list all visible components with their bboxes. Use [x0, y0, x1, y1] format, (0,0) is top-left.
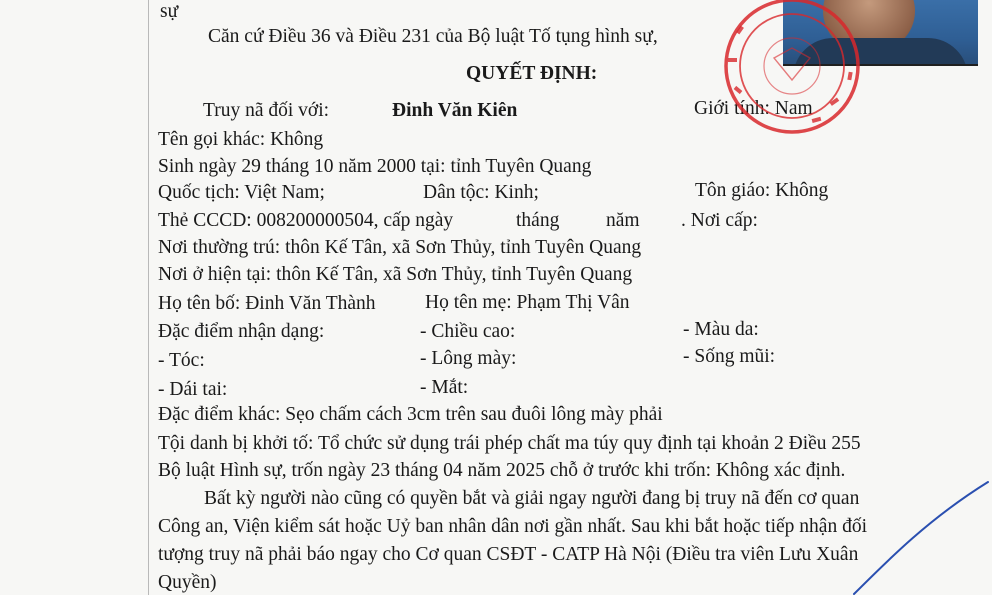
nationality-field: Quốc tịch: Việt Nam; — [158, 182, 325, 203]
id-place-field: . Nơi cấp: — [681, 210, 758, 231]
ethnicity-field: Dân tộc: Kinh; — [423, 182, 539, 203]
father-name-field: Họ tên bố: Đinh Văn Thành — [158, 293, 376, 314]
signature-stroke — [850, 478, 990, 595]
legal-basis-line: Căn cứ Điều 36 và Điều 231 của Bộ luật Tố tụng hình sự, — [208, 26, 658, 47]
id-card-field: Thẻ CCCD: 008200000504, cấp ngày — [158, 210, 454, 231]
wanted-label: Truy nã đối với: — [203, 100, 330, 121]
decision-title: QUYẾT ĐỊNH: — [466, 63, 598, 84]
identifying-features-label: Đặc điểm nhận dạng: — [158, 321, 325, 342]
nose-bridge-field: - Sống mũi: — [683, 346, 776, 367]
eyes-field: - Mắt: — [420, 377, 469, 398]
notice-paragraph-line-2: Công an, Viện kiểm sát hoặc Uỷ ban nhân dân nơi gần nhất. Sau khi bắt hoặc tiếp nhận đối — [158, 516, 867, 537]
id-month-label: tháng — [516, 210, 560, 231]
wanted-person-name: Đinh Văn Kiên — [392, 100, 518, 121]
eyebrows-field: - Lông mày: — [420, 348, 517, 369]
earlobes-field: - Dái tai: — [158, 379, 228, 400]
charge-line-2: Bộ luật Hình sự, trốn ngày 23 tháng 04 năm 2025 chỗ ở trước khi trốn: Không xác định. — [158, 460, 846, 481]
id-year-label: năm — [606, 210, 640, 231]
mother-name-field: Họ tên mẹ: Phạm Thị Vân — [425, 292, 630, 313]
skin-color-field: - Màu da: — [683, 319, 759, 340]
official-red-stamp — [712, 0, 870, 138]
religion-field: Tôn giáo: Không — [695, 180, 829, 201]
alias-field: Tên gọi khác: Không — [158, 129, 324, 150]
birth-field: Sinh ngày 29 tháng 10 năm 2000 tại: tỉnh Tuyên Quang — [158, 156, 592, 177]
gender-field: Giới tính: Nam — [694, 98, 813, 119]
notice-paragraph-line-3: tượng truy nã phải báo ngay cho Cơ quan CSĐT - CATP Hà Nội (Điều tra viên Lưu Xuân — [158, 544, 859, 565]
charge-line-1: Tội danh bị khởi tố: Tổ chức sử dụng trái phép chất ma túy quy định tại khoản 2 Điều 255 — [158, 433, 861, 454]
permanent-address-field: Nơi thường trú: thôn Kế Tân, xã Sơn Thủy, tỉnh Tuyên Quang — [158, 237, 642, 258]
current-address-field: Nơi ở hiện tại: thôn Kế Tân, xã Sơn Thủy, tỉnh Tuyên Quang — [158, 264, 633, 285]
left-margin-line — [148, 0, 149, 595]
height-field: - Chiều cao: — [420, 321, 516, 342]
hair-field: - Tóc: — [158, 350, 205, 371]
other-features-field: Đặc điểm khác: Sẹo chấm cách 3cm trên sau đuôi lông mày phải — [158, 404, 663, 425]
notice-paragraph-line-1: Bất kỳ người nào cũng có quyền bắt và giải ngay người đang bị truy nã đến cơ quan — [204, 488, 860, 509]
notice-paragraph-line-4: Quyền) — [158, 572, 217, 593]
top-text-fragment: sự — [160, 1, 179, 22]
